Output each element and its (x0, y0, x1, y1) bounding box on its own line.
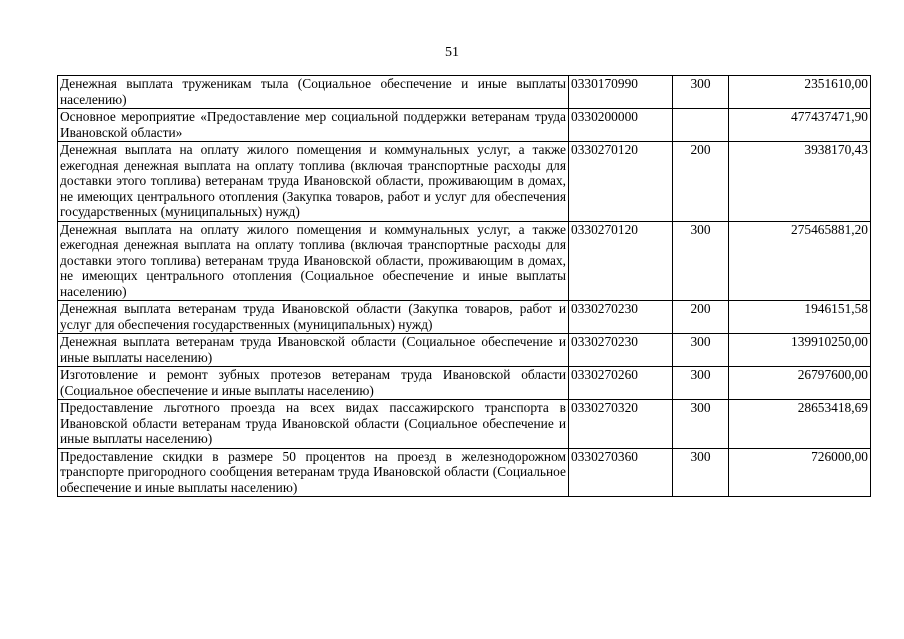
target-article-code-cell: 0330270120 (569, 142, 673, 222)
expense-type-cell: 300 (673, 76, 729, 109)
expense-type-cell: 200 (673, 142, 729, 222)
expense-type-cell: 300 (673, 334, 729, 367)
amount-cell: 1946151,58 (729, 301, 871, 334)
row-name-cell: Предоставление льготного проезда на всех видах пассажирского транспорта в Ивановской области ветеранам труда Ивановской области (Социальное обеспечение и иные выплаты населению) (58, 400, 569, 449)
target-article-code-cell: 0330270360 (569, 448, 673, 497)
row-name-cell: Изготовление и ремонт зубных протезов ветеранам труда Ивановской области (Социальное обеспечение и иные выплаты населению) (58, 367, 569, 400)
expense-type-cell: 300 (673, 221, 729, 301)
table-row (58, 334, 871, 367)
target-article-code-cell: 0330170990 (569, 76, 673, 109)
target-article-code-cell: 0330270320 (569, 400, 673, 449)
target-article-code-cell: 0330270230 (569, 334, 673, 367)
row-name-cell: Денежная выплата ветеранам труда Ивановской области (Социальное обеспечение и иные выплаты населению) (58, 334, 569, 367)
expense-type-cell (673, 109, 729, 142)
table-row (58, 400, 871, 449)
row-name-cell: Денежная выплата на оплату жилого помещения и коммунальных услуг, а также ежегодная денежная выплата на оплату топлива (включая транспортные расходы для доставки этого топлива) ветеранам труда Ивановской области, проживающим в домах, не имеющих центрального отопления (Социальное обеспечение и иные выплаты населению) (58, 221, 569, 301)
table-row (58, 221, 871, 301)
target-article-code-cell: 0330270120 (569, 221, 673, 301)
target-article-code-cell: 0330270260 (569, 367, 673, 400)
expense-type-cell: 300 (673, 400, 729, 449)
amount-cell: 3938170,43 (729, 142, 871, 222)
row-name-cell: Основное мероприятие «Предоставление мер социальной поддержки ветеранам труда Ивановской области» (58, 109, 569, 142)
expense-type-cell: 300 (673, 367, 729, 400)
table-row (58, 76, 871, 109)
amount-cell: 2351610,00 (729, 76, 871, 109)
budget-table-body (58, 76, 871, 497)
amount-cell: 477437471,90 (729, 109, 871, 142)
page-number: 51 (445, 45, 459, 60)
row-name-cell: Предоставление скидки в размере 50 процентов на проезд в железнодорожном транспорте пригородного сообщения ветеранам труда Ивановской области (Социальное обеспечение и иные выплаты населению) (58, 448, 569, 497)
table-row (58, 142, 871, 222)
amount-cell: 26797600,00 (729, 367, 871, 400)
target-article-code-cell: 0330270230 (569, 301, 673, 334)
amount-cell: 726000,00 (729, 448, 871, 497)
amount-cell: 275465881,20 (729, 221, 871, 301)
row-name-cell: Денежная выплата ветеранам труда Ивановской области (Закупка товаров, работ и услуг для обеспечения государственных (муниципальных) нужд) (58, 301, 569, 334)
amount-cell: 139910250,00 (729, 334, 871, 367)
expense-type-cell: 200 (673, 301, 729, 334)
table-row (58, 448, 871, 497)
budget-table (57, 75, 871, 497)
row-name-cell: Денежная выплата на оплату жилого помещения и коммунальных услуг, а также ежегодная денежная выплата на оплату топлива (включая транспортные расходы для доставки этого топлива) ветеранам труда Ивановской области, проживающим в домах, не имеющих центрального отопления (Закупка товаров, работ и услуг для обеспечения государственных (муниципальных) нужд) (58, 142, 569, 222)
target-article-code-cell: 0330200000 (569, 109, 673, 142)
amount-cell: 28653418,69 (729, 400, 871, 449)
table-row (58, 109, 871, 142)
table-row (58, 367, 871, 400)
expense-type-cell: 300 (673, 448, 729, 497)
row-name-cell: Денежная выплата труженикам тыла (Социальное обеспечение и иные выплаты населению) (58, 76, 569, 109)
table-row (58, 301, 871, 334)
